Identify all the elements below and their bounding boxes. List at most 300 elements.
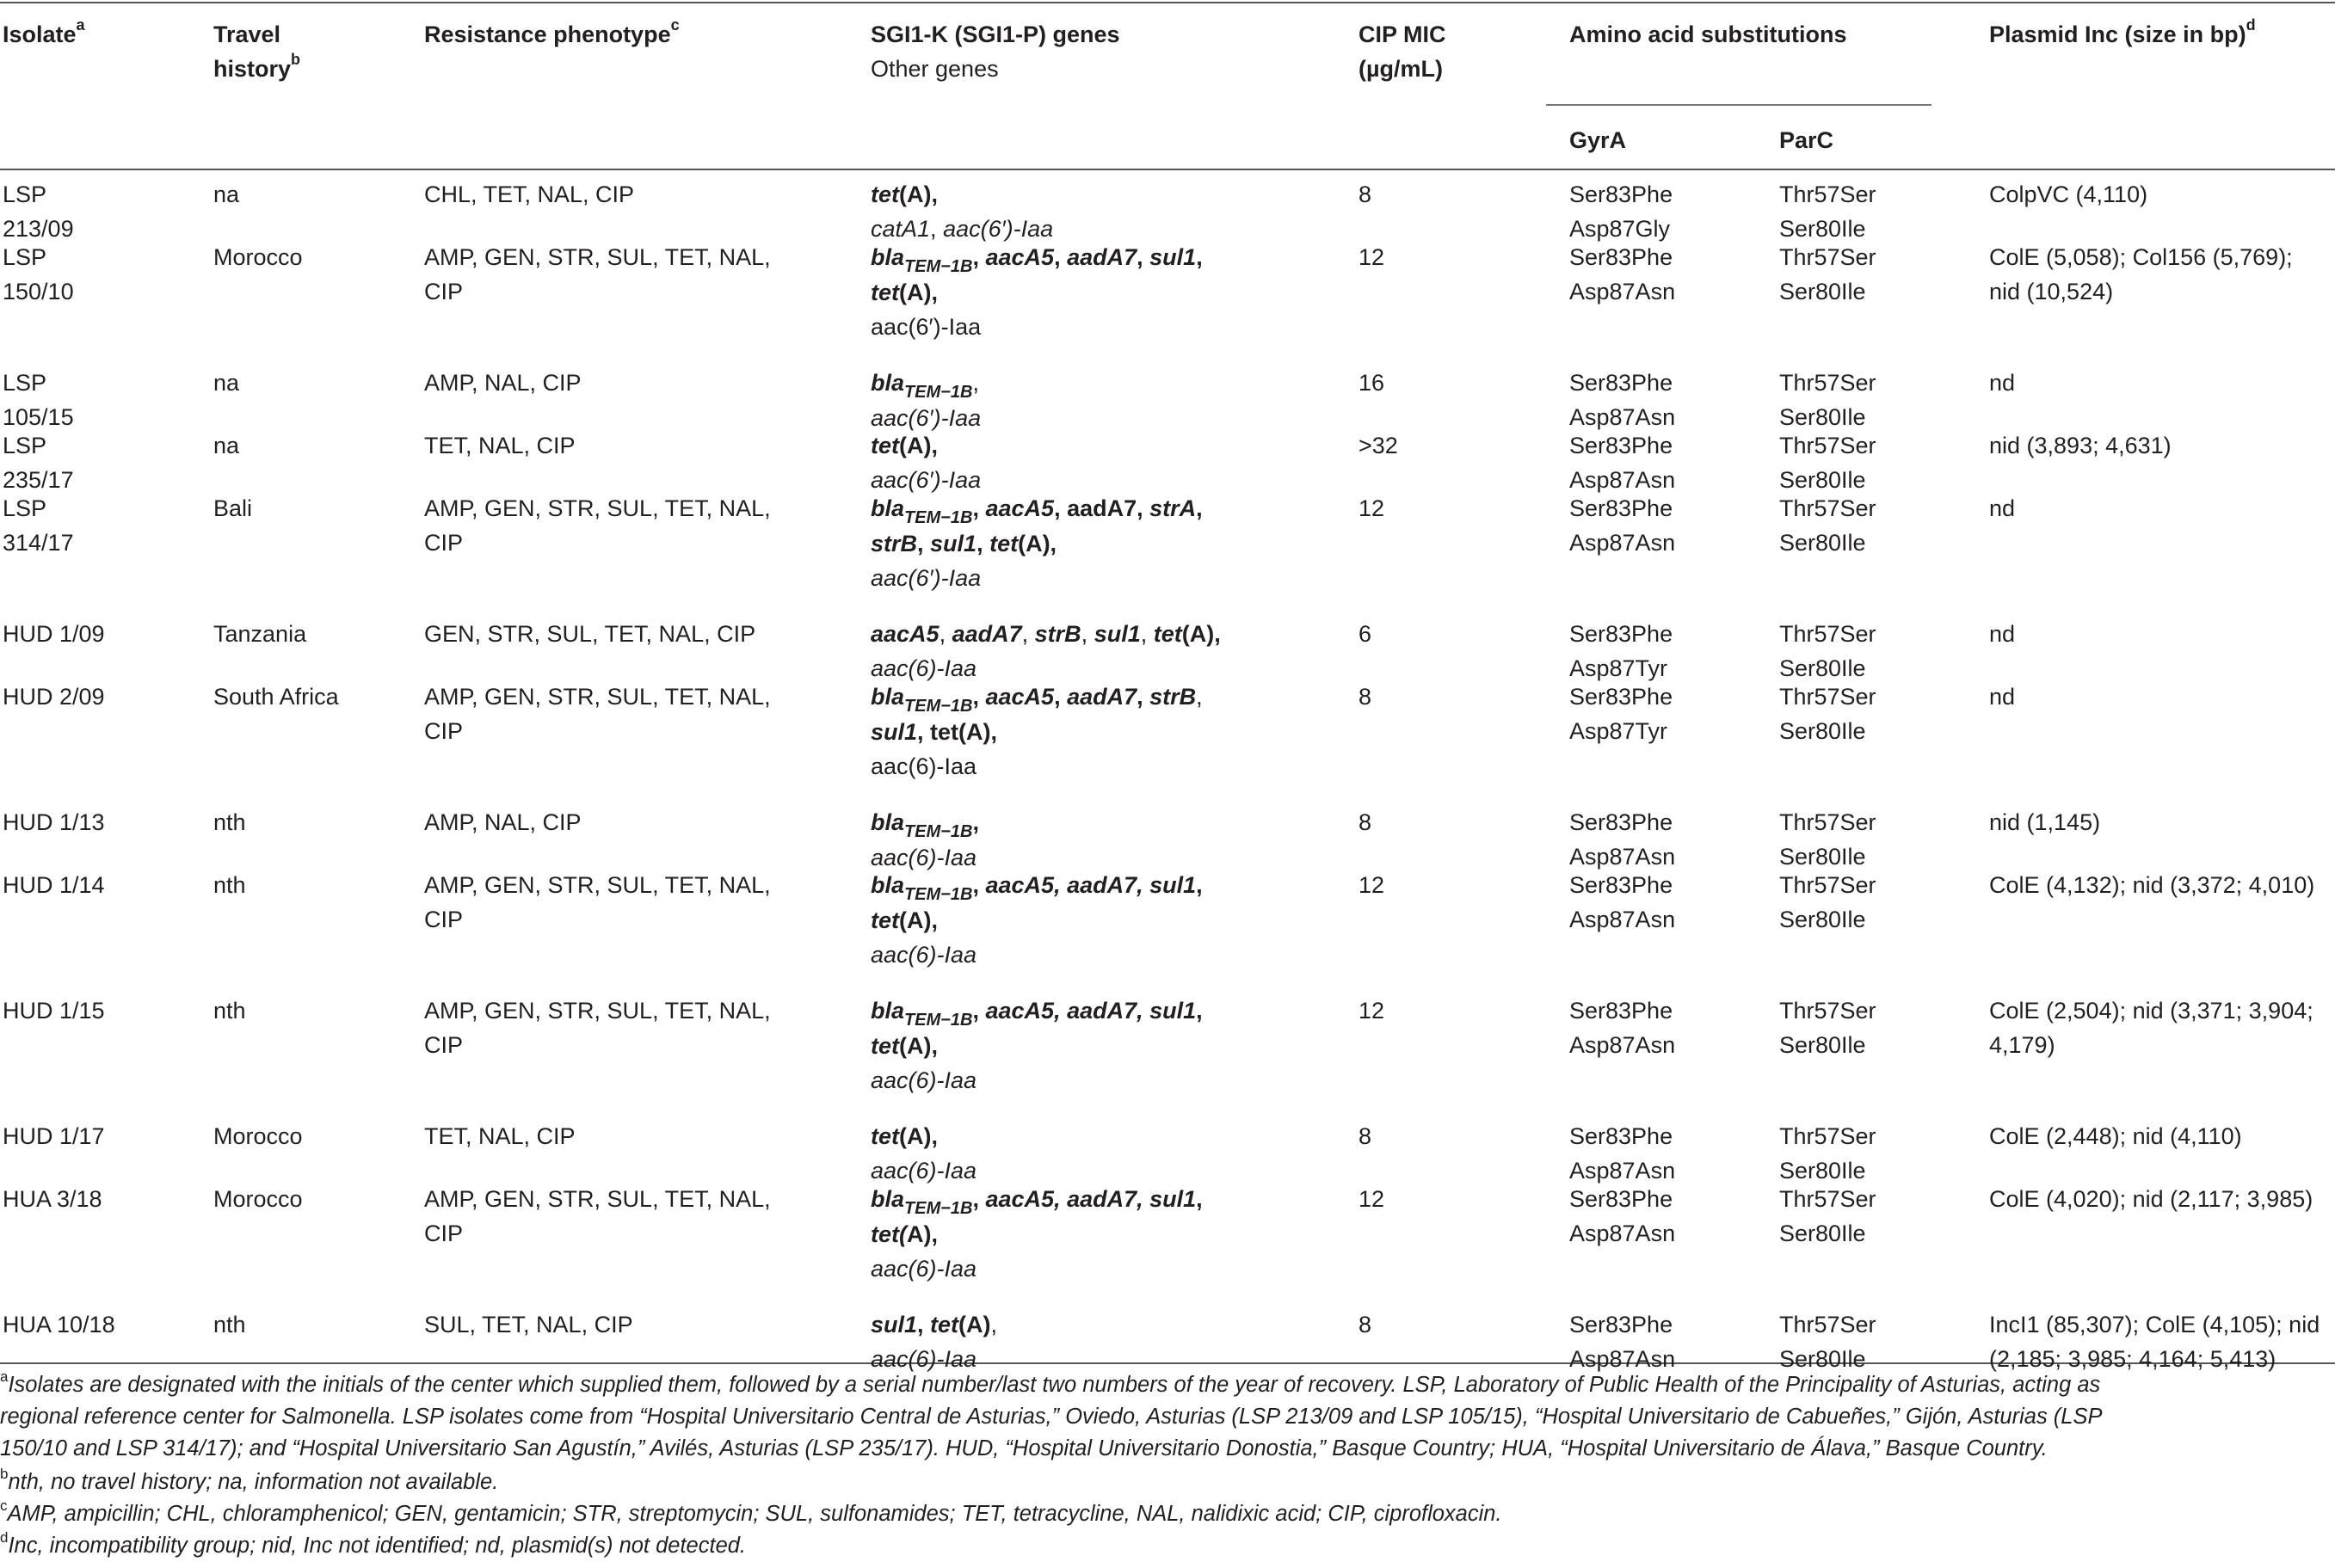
parc-line: Thr57Ser (1779, 872, 1876, 898)
resistance-phenotype-cell (424, 177, 634, 212)
footnote-b (0, 1467, 2323, 1498)
gyra-line: Ser83Phe (1569, 684, 1673, 710)
resistance-phenotype-cell (424, 993, 771, 1062)
plasmid-inc-cell (1989, 617, 2015, 651)
gene-segment: A), (907, 1221, 938, 1247)
parc-line: Thr57Ser (1779, 1123, 1876, 1149)
plasmid-line: ColE (4,020); nid (2,117; 3,985) (1989, 1186, 2313, 1212)
plasmid-line: nid (1,145) (1989, 809, 2101, 835)
gyra-cell (1569, 177, 1673, 246)
gene-segment: , (972, 1186, 986, 1212)
footnote-marker: a (0, 1368, 9, 1385)
gene-segment: tet (871, 433, 899, 458)
footnote-a (0, 1369, 2323, 1465)
phenotype-line: AMP, GEN, STR, SUL, TET, NAL, (424, 495, 771, 521)
header-plasmid-label: Plasmid Inc (size in bp) (1989, 22, 2246, 47)
travel-history-cell: nth (213, 872, 246, 898)
phenotype-line: AMP, NAL, CIP (424, 370, 582, 396)
gyra-line: Ser83Phe (1569, 1123, 1673, 1149)
parc-line: Thr57Ser (1779, 244, 1876, 270)
gene-segment: TEM−1B (904, 1199, 973, 1218)
gene-segment: , (1137, 244, 1150, 270)
header-travel-line2: history (213, 56, 292, 82)
gene-segment: , (1196, 684, 1203, 710)
header-gyra-label: GyrA (1569, 127, 1627, 153)
isolate-line: LSP (3, 433, 47, 458)
cip-mic-cell: 12 (1358, 244, 1385, 270)
isolate-cell (3, 679, 105, 714)
gene-segment: TEM−1B (904, 1011, 973, 1030)
header-phenotype-sup: c (670, 16, 680, 34)
parc-cell (1779, 1182, 1876, 1251)
gyra-line: Asp87Asn (1569, 907, 1676, 932)
isolate-cell (3, 993, 105, 1028)
parc-line: Thr57Ser (1779, 621, 1876, 647)
travel-history-cell: nth (213, 1312, 246, 1337)
gene-segment: tet (1153, 621, 1182, 647)
isolate-line: 150/10 (3, 279, 74, 304)
footnote-line (0, 1433, 2323, 1465)
plasmid-inc-cell (1989, 679, 2015, 714)
plasmid-line: nid (3,893; 4,631) (1989, 433, 2172, 458)
gene-segment: aac(6′)-Iaa (871, 467, 982, 493)
gene-line (871, 240, 1203, 275)
isolate-cell (3, 1182, 102, 1216)
resistance-phenotype-cell (424, 1182, 771, 1251)
parc-line: Thr57Ser (1779, 1186, 1876, 1212)
gene-segment: , (1137, 684, 1150, 710)
parc-cell (1779, 491, 1876, 560)
gyra-line: Ser83Phe (1569, 181, 1673, 207)
gene-line (871, 1307, 997, 1342)
resistance-phenotype-cell (424, 428, 576, 463)
gyra-line: Ser83Phe (1569, 872, 1673, 898)
amino-acid-subrule (1546, 104, 1931, 106)
genes-cell (871, 366, 981, 435)
phenotype-line: GEN, STR, SUL, TET, NAL, CIP (424, 621, 756, 647)
footnote-text: AMP, ampicillin; CHL, chloramphenicol; GEN, gentamicin; STR, streptomycin; SUL, sulfonamides; TET, tetracycline, NAL, nalidixic acid; CIP, ciprofloxacin. (7, 1502, 1502, 1526)
gene-segment: aac(6)-Iaa (871, 845, 977, 870)
isolate-cell (3, 868, 105, 902)
gene-segment: aac(6′)-Iaa (871, 314, 982, 340)
parc-cell (1779, 240, 1876, 309)
gene-line (871, 428, 981, 463)
isolate-line: HUD 1/15 (3, 998, 105, 1024)
footnote-text: Isolates are designated with the initials of the center which supplied them, followed by a serial number/last two numbers of the year of recovery. LSP, Laboratory of Public Health of the Principality of Asturias, acting as (8, 1373, 2101, 1397)
travel-history-cell: Morocco (213, 1186, 303, 1212)
gene-segment: , aadA7, (1054, 495, 1150, 521)
gyra-line: Asp87Asn (1569, 530, 1676, 556)
plasmid-inc-cell (1989, 491, 2015, 526)
gyra-line: Ser83Phe (1569, 244, 1673, 270)
resistance-phenotype-cell (424, 491, 771, 560)
parc-line: Ser80Ile (1779, 907, 1866, 932)
gyra-cell (1569, 1307, 1675, 1376)
footnote-line (0, 1369, 2323, 1401)
header-aa-label: Amino acid substitutions (1569, 22, 1847, 47)
plasmid-inc-cell (1989, 1182, 2313, 1216)
footnote-text: 150/10 and LSP 314/17); and “Hospital Universitario San Agustín,” Avilés, Asturias (LSP 235/17). HUD, “Hospital Universitario Donostia,” Basque Country; HUA, “Hospital Universitario de Álava,” Basque Country. (0, 1436, 2048, 1460)
plasmid-line: ColE (2,448); nid (4,110) (1989, 1123, 2242, 1149)
plasmid-line: ColE (5,058); Col156 (5,769); (1989, 244, 2293, 270)
genes-cell (871, 993, 1203, 1098)
footnote-marker: c (0, 1497, 8, 1514)
gene-segment: aac(6′)-Iaa (871, 405, 982, 431)
gene-line (871, 491, 1203, 526)
gene-segment: tet (871, 1033, 899, 1059)
footnote-marker: b (0, 1466, 9, 1482)
parc-line: Thr57Ser (1779, 433, 1876, 458)
gene-segment: (A), (1018, 531, 1057, 556)
header-phenotype-label: Resistance phenotype (424, 22, 671, 47)
gene-segment: TEM−1B (904, 822, 973, 841)
header-isolate (3, 17, 85, 52)
genes-cell (871, 1119, 977, 1188)
gene-segment: , (1196, 495, 1203, 521)
gene-segment: TEM−1B (904, 257, 973, 276)
gene-segment: sul1 (930, 531, 977, 556)
phenotype-line: AMP, GEN, STR, SUL, TET, NAL, (424, 872, 771, 898)
isolate-cell (3, 617, 105, 651)
parc-line: Thr57Ser (1779, 1312, 1876, 1337)
footnote-line (0, 1498, 2323, 1530)
phenotype-line: CIP (424, 1032, 464, 1058)
parc-cell (1779, 679, 1876, 748)
footnote-line (0, 1467, 2323, 1498)
gyra-line: Asp87Asn (1569, 467, 1676, 493)
gyra-cell (1569, 1119, 1675, 1188)
genes-cell (871, 679, 1203, 784)
gene-line (871, 679, 1203, 715)
resistance-phenotype-cell (424, 617, 755, 651)
gene-segment: , (1196, 998, 1203, 1024)
gene-segment: TEM−1B (904, 697, 973, 716)
footnote-c (0, 1498, 2323, 1530)
top-rule (0, 2, 2335, 3)
gene-segment: aac(6)-Iaa (871, 1158, 977, 1184)
travel-history-cell: Morocco (213, 1123, 303, 1149)
gene-segment: aac(6)-Iaa (871, 1346, 977, 1372)
plasmid-inc-cell (1989, 868, 2314, 902)
gene-segment: tet (871, 280, 899, 305)
travel-history-cell: South Africa (213, 684, 339, 710)
gene-segment: , (972, 684, 986, 710)
gene-segment: , (977, 531, 990, 556)
gene-line (871, 715, 1203, 749)
genes-cell (871, 1307, 997, 1376)
gene-segment: aac(6)-Iaa (871, 1067, 977, 1093)
gene-line (871, 561, 1203, 595)
gene-segment: (A), (899, 280, 938, 305)
gyra-line: Ser83Phe (1569, 998, 1673, 1024)
gene-line (871, 1119, 977, 1153)
gene-segment: TEM−1B (904, 383, 973, 402)
gene-line (871, 903, 1203, 938)
gene-segment: aacA5 (871, 621, 940, 647)
isolate-line: LSP (3, 495, 47, 521)
footnote-d (0, 1530, 2323, 1562)
isolate-line: 235/17 (3, 467, 74, 493)
gyra-cell (1569, 240, 1675, 309)
gyra-line: Ser83Phe (1569, 433, 1673, 458)
cip-mic-cell: 8 (1358, 1123, 1372, 1149)
genes-cell (871, 617, 1221, 686)
parc-line: Ser80Ile (1779, 216, 1866, 242)
cip-mic-cell: 8 (1358, 181, 1372, 207)
gene-segment: , (972, 370, 979, 396)
gene-segment: (A), (1181, 621, 1221, 647)
gene-line (871, 1182, 1203, 1217)
gene-line (871, 1029, 1203, 1063)
plasmid-line: ColpVC (4,110) (1989, 181, 2148, 207)
gene-segment: aac(6)-Iaa (871, 655, 977, 681)
gene-segment: bla (871, 244, 905, 270)
phenotype-line: CIP (424, 718, 464, 744)
gene-segment: tet (871, 1123, 899, 1149)
phenotype-line: TET, NAL, CIP (424, 433, 576, 458)
isolate-line: HUD 1/14 (3, 872, 105, 898)
parc-cell (1779, 177, 1876, 246)
cip-mic-cell: 12 (1358, 998, 1385, 1024)
gene-segment: , (1140, 621, 1154, 647)
plasmid-inc-cell (1989, 1119, 2242, 1153)
gene-segment: , (1196, 1186, 1203, 1212)
gene-segment: aadA7 (952, 621, 1022, 647)
isolate-line: 105/15 (3, 404, 74, 430)
gene-segment: aac(6)-Iaa (871, 753, 977, 779)
phenotype-line: AMP, GEN, STR, SUL, TET, NAL, (424, 244, 771, 270)
gene-segment: tet (989, 531, 1019, 556)
header-cip-line2: (µg/mL) (1358, 56, 1444, 82)
gyra-line: Asp87Asn (1569, 1221, 1676, 1246)
gene-segment: , (1196, 244, 1203, 270)
resistance-phenotype-cell (424, 868, 771, 937)
header-resistance-phenotype (424, 17, 680, 52)
isolate-cell (3, 805, 105, 839)
gyra-cell (1569, 679, 1673, 748)
gyra-line: Asp87Asn (1569, 844, 1676, 870)
gene-line (871, 805, 979, 840)
footnote-marker: d (0, 1529, 9, 1546)
resistance-phenotype-cell (424, 366, 582, 400)
gene-segment: sul1 (871, 719, 918, 745)
gyra-line: Ser83Phe (1569, 809, 1673, 835)
gene-segment: catA1 (871, 216, 931, 242)
plasmid-line: nd (1989, 684, 2016, 710)
gene-segment: , (972, 809, 979, 835)
gyra-line: Asp87Asn (1569, 1158, 1676, 1184)
isolate-line: 213/09 (3, 216, 74, 242)
gene-line (871, 526, 1203, 561)
header-genes-main: SGI1-K (SGI1-P) genes (871, 22, 1120, 47)
table-bottom-rule (0, 1362, 2335, 1364)
gene-segment: , (972, 495, 986, 521)
header-genes-sub: Other genes (871, 56, 999, 82)
cip-mic-cell: 6 (1358, 621, 1372, 647)
gene-segment: bla (871, 1186, 905, 1212)
gyra-cell (1569, 428, 1675, 497)
parc-line: Ser80Ile (1779, 844, 1866, 870)
phenotype-line: CIP (424, 1221, 464, 1246)
gene-line (871, 366, 981, 401)
isolate-line: HUA 10/18 (3, 1312, 115, 1337)
gene-segment: TEM−1B (904, 885, 973, 904)
gene-segment: , tet(A), (917, 719, 998, 745)
parc-cell (1779, 617, 1876, 686)
gene-segment: , (1196, 872, 1203, 898)
plasmid-inc-cell (1989, 993, 2313, 1062)
gene-segment: (A), (899, 907, 938, 933)
gene-line (871, 749, 1203, 784)
gyra-line: Ser83Phe (1569, 495, 1673, 521)
genes-cell (871, 805, 979, 875)
isolate-line: LSP (3, 370, 47, 396)
cip-mic-cell: 8 (1358, 684, 1372, 710)
gene-segment: strA (1149, 495, 1197, 521)
phenotype-line: AMP, GEN, STR, SUL, TET, NAL, (424, 1186, 771, 1212)
isolate-cell (3, 177, 74, 246)
plasmid-line: 4,179) (1989, 1032, 2055, 1058)
header-travel-line1: Travel (213, 22, 281, 47)
plasmid-line: ColE (4,132); nid (3,372; 4,010) (1989, 872, 2315, 898)
phenotype-line: CHL, TET, NAL, CIP (424, 181, 635, 207)
plasmid-inc-cell (1989, 177, 2147, 212)
gene-segment: , (990, 1312, 998, 1337)
resistance-phenotype-cell (424, 1119, 576, 1153)
phenotype-line: CIP (424, 279, 464, 304)
gyra-line: Asp87Asn (1569, 1032, 1676, 1058)
parc-cell (1779, 868, 1876, 937)
gene-segment: , (917, 1312, 931, 1337)
header-isolate-label: Isolate (3, 22, 77, 47)
travel-history-cell: na (213, 181, 240, 207)
footnote-text: Inc, incompatibility group; nid, Inc not identified; nd, plasmid(s) not detected. (8, 1534, 747, 1558)
parc-line: Thr57Ser (1779, 809, 1876, 835)
gene-segment: (A), (899, 181, 938, 207)
footnote-text: regional reference center for Salmonella. LSP isolates come from “Hospital Universitario Central de Asturias,” Oviedo, Asturias (LSP 213/09 and LSP 105/15), “Hospital Universitario de Cabueñes,” Gijón, Asturias (LSP (0, 1405, 2103, 1429)
gene-segment: (A), (899, 1033, 938, 1059)
isolate-line: LSP (3, 181, 47, 207)
phenotype-line: AMP, NAL, CIP (424, 809, 582, 835)
header-cip-line1: CIP MIC (1358, 22, 1446, 47)
resistance-phenotype-cell (424, 240, 771, 309)
gene-segment: , (1054, 684, 1068, 710)
gene-segment: aac(6′)-Iaa (943, 216, 1054, 242)
gyra-cell (1569, 491, 1675, 560)
gene-line (871, 993, 1203, 1029)
parc-line: Ser80Ile (1779, 1158, 1866, 1184)
gene-segment: , (1054, 244, 1068, 270)
gyra-cell (1569, 868, 1675, 937)
gyra-line: Ser83Phe (1569, 370, 1673, 396)
parc-line: Ser80Ile (1779, 279, 1866, 304)
gene-segment: tet (871, 907, 899, 933)
gene-segment: , (1081, 621, 1094, 647)
gene-segment: aacA5, aadA7, sul1 (985, 872, 1197, 898)
parc-line: Ser80Ile (1779, 1221, 1866, 1246)
gene-line (871, 1217, 1203, 1251)
parc-line: Ser80Ile (1779, 1346, 1866, 1372)
isolate-line: HUD 2/09 (3, 684, 105, 710)
header-travel-history (213, 17, 300, 86)
parc-line: Ser80Ile (1779, 718, 1866, 744)
parc-line: Thr57Ser (1779, 495, 1876, 521)
header-isolate-sup: a (76, 16, 85, 34)
parc-cell (1779, 993, 1876, 1062)
gene-segment: , (930, 216, 944, 242)
gyra-line: Asp87Tyr (1569, 655, 1668, 681)
cip-mic-cell: 8 (1358, 809, 1372, 835)
plasmid-line: ColE (2,504); nid (3,371; 3,904; (1989, 998, 2313, 1024)
phenotype-line: CIP (424, 530, 464, 556)
header-gyra (1569, 123, 1626, 157)
parc-line: Ser80Ile (1779, 530, 1866, 556)
gene-segment: bla (871, 998, 905, 1024)
resistance-phenotype-cell (424, 805, 582, 839)
cip-mic-cell: 12 (1358, 495, 1385, 521)
gene-segment: (A) (958, 1312, 991, 1337)
gene-segment: , (972, 872, 986, 898)
travel-history-cell: Tanzania (213, 621, 307, 647)
gene-segment: (A), (899, 1123, 938, 1149)
gene-segment: aacA5, aadA7, sul1 (985, 998, 1197, 1024)
plasmid-inc-cell (1989, 366, 2015, 400)
cip-mic-cell: 12 (1358, 1186, 1385, 1212)
gene-segment: tet( (871, 1221, 907, 1247)
gyra-line: Ser83Phe (1569, 1312, 1673, 1337)
gene-segment: , (972, 998, 986, 1024)
gene-segment: aacA5, aadA7, sul1 (985, 1186, 1197, 1212)
gene-line (871, 310, 1203, 344)
phenotype-line: AMP, GEN, STR, SUL, TET, NAL, (424, 684, 771, 710)
gyra-cell (1569, 993, 1675, 1062)
genes-cell (871, 177, 1053, 246)
phenotype-line: CIP (424, 907, 464, 932)
isolate-line: LSP (3, 244, 47, 270)
parc-line: Ser80Ile (1779, 1032, 1866, 1058)
gyra-line: Asp87Tyr (1569, 718, 1668, 744)
isolate-cell (3, 1307, 115, 1342)
genes-cell (871, 428, 981, 497)
gene-segment: tet (871, 181, 899, 207)
parc-cell (1779, 805, 1876, 874)
parc-line: Thr57Ser (1779, 370, 1876, 396)
parc-line: Ser80Ile (1779, 467, 1866, 493)
gene-line (871, 275, 1203, 310)
travel-history-cell: nth (213, 809, 246, 835)
genes-cell (871, 868, 1203, 972)
gyra-line: Ser83Phe (1569, 621, 1673, 647)
gyra-cell (1569, 366, 1675, 434)
phenotype-line: TET, NAL, CIP (424, 1123, 576, 1149)
genes-cell (871, 491, 1203, 595)
gene-segment: aacA5 (985, 244, 1055, 270)
parc-line: Ser80Ile (1779, 655, 1866, 681)
gene-segment: sul1 (1094, 621, 1141, 647)
footnote-text: nth, no travel history; na, information not available. (8, 1470, 499, 1494)
gene-segment: sul1 (871, 1312, 918, 1337)
plasmid-inc-cell (1989, 428, 2172, 463)
header-plasmid-inc (1989, 17, 2256, 52)
cip-mic-cell: >32 (1358, 433, 1398, 458)
parc-line: Thr57Ser (1779, 684, 1876, 710)
gene-segment: bla (871, 684, 905, 710)
isolate-cell (3, 240, 74, 309)
gene-segment: bla (871, 370, 905, 396)
gyra-cell (1569, 1182, 1675, 1251)
isolate-cell (3, 491, 74, 560)
gene-segment: tet (930, 1312, 959, 1337)
